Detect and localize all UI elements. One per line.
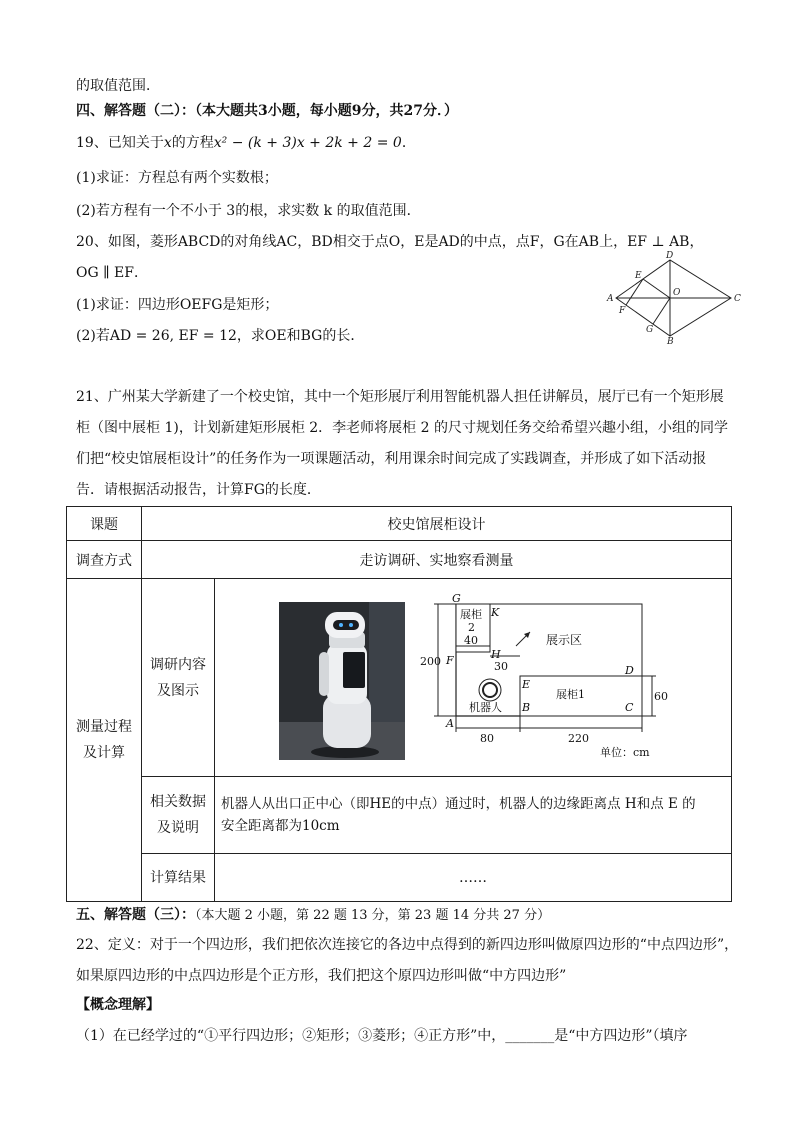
process-label-a: 测量过程 bbox=[76, 719, 132, 735]
plan-label-H: H bbox=[491, 648, 501, 661]
result-label: 计算结果 bbox=[142, 854, 215, 902]
process-label-b: 及计算 bbox=[83, 745, 125, 761]
data-label-a: 相关数据 bbox=[150, 794, 206, 810]
plan-label-C: C bbox=[625, 701, 634, 714]
row-data bbox=[67, 777, 732, 854]
dim-60: 60 bbox=[654, 690, 668, 703]
plan-label-K: K bbox=[491, 606, 500, 619]
dim-30: 30 bbox=[494, 660, 508, 673]
row-method bbox=[67, 541, 732, 579]
dim-220: 220 bbox=[568, 732, 589, 745]
robot-arm bbox=[319, 652, 329, 696]
q19-stem-mid: 的方程 bbox=[171, 135, 214, 151]
unit-label: 单位：cm bbox=[600, 746, 650, 759]
label-O: O bbox=[673, 288, 681, 298]
dim-80: 80 bbox=[480, 732, 494, 745]
section-5-title: 五、解答题（三）： bbox=[76, 907, 195, 923]
q19-stem bbox=[76, 133, 416, 153]
plan-label-G: G bbox=[452, 592, 461, 605]
plan-label-A: A bbox=[446, 717, 454, 730]
q19-part-2: (2)若方程有一个不小于 3的根，求实数 k 的取值范围． bbox=[76, 203, 421, 219]
section-4-title: 四、解答题（二）： bbox=[76, 103, 195, 119]
label-A: A bbox=[607, 294, 614, 304]
segment-og bbox=[653, 298, 670, 324]
q19-equation: x² − (k + 3)x + 2k + 2 = 0 bbox=[213, 135, 402, 151]
label-B: B bbox=[667, 337, 674, 345]
q20-part-2: (2)若AD = 26, EF = 12，求OE和BG的长． bbox=[76, 328, 365, 344]
research-label bbox=[142, 579, 215, 777]
topic-value: 校史馆展柜设计 bbox=[142, 507, 732, 541]
topic-label: 课题 bbox=[67, 507, 142, 541]
q19-stem-end: ． bbox=[401, 135, 416, 151]
q20-line-1: 20、如图，菱形ABCD的对角线AC，BD相交于点O，E是AD的中点，点F，G在AB上，EF ⊥ AB， bbox=[76, 234, 704, 250]
process-label bbox=[67, 579, 142, 902]
robot-inner-circle bbox=[483, 683, 497, 697]
plan-label-D: D bbox=[625, 664, 634, 677]
rhombus-figure bbox=[596, 250, 746, 345]
label-C: C bbox=[734, 294, 741, 304]
q21-line-4: 告．请根据活动报告，计算FG的长度． bbox=[76, 482, 321, 498]
section-5-heading bbox=[76, 905, 550, 926]
q19-stem-var: x bbox=[163, 135, 172, 151]
label-F: F bbox=[619, 306, 626, 316]
q22-line-1: 22、定义：对于一个四边形，我们把依次连接它的各边中点得到的新四边形叫做原四边形的“中点四边形”， bbox=[76, 937, 739, 953]
display-area-label: 展示区 bbox=[546, 633, 583, 647]
robot-label: 机器人 bbox=[469, 701, 502, 714]
label-D: D bbox=[666, 251, 674, 261]
q19-part-1: (1)求证：方程总有两个实数根； bbox=[76, 170, 278, 186]
dim-40: 40 bbox=[464, 634, 478, 647]
continued-text: 的取值范围． bbox=[76, 78, 160, 94]
method-label: 调查方式 bbox=[67, 541, 142, 579]
segment-oe bbox=[643, 279, 670, 298]
robot-eye-right bbox=[349, 623, 353, 627]
section-4-note: （本大题共3小题，每小题9分，共27分．） bbox=[195, 103, 458, 119]
q19-stem-pre: 19、已知关于 bbox=[76, 135, 164, 151]
data-text-a: 机器人从出口正中心（即HE的中点）通过时，机器人的边缘距离点 H和点 E 的 bbox=[221, 796, 696, 812]
q21-line-3: 们把“校史馆展柜设计”的任务作为一项课题活动，利用课余时间完成了实践调查，并形成了如下活动报 bbox=[76, 451, 707, 467]
q21-line-1: 21、广州某大学新建了一个校史馆，其中一个矩形展厅利用智能机器人担任讲解员，展厅已有一个矩形展 bbox=[76, 389, 724, 405]
research-label-b: 及图示 bbox=[157, 682, 199, 699]
row-topic bbox=[67, 507, 732, 541]
q20-line-2: OG ∥ EF． bbox=[76, 265, 148, 281]
q20-part-1: (1)求证：四边形OEFG是矩形； bbox=[76, 297, 279, 313]
row-result bbox=[67, 854, 732, 902]
robot-face bbox=[333, 620, 359, 630]
data-label-b: 及说明 bbox=[157, 820, 199, 836]
robot-photo bbox=[279, 602, 405, 760]
research-label-a: 调研内容 bbox=[150, 656, 206, 673]
section-4-heading bbox=[76, 101, 458, 121]
segment-ef bbox=[626, 279, 643, 305]
dim-200: 200 bbox=[420, 655, 441, 668]
label-G: G bbox=[646, 325, 654, 335]
robot-eye-left bbox=[339, 623, 343, 627]
plan-label-F: F bbox=[446, 654, 454, 667]
data-text-b: 安全距离都为10cm bbox=[221, 818, 340, 834]
exhibit-floor-plan bbox=[420, 590, 690, 760]
q21-line-2: 柜（图中展柜 1)，计划新建矩形展柜 2．李老师将展柜 2 的尺寸规划任务交给希望兴趣小组，小组的同学 bbox=[76, 420, 728, 436]
q22-concept-heading: 【概念理解】 bbox=[76, 997, 160, 1013]
plan-label-B: B bbox=[522, 701, 531, 714]
photo-corridor bbox=[369, 602, 405, 722]
cabinet-2-label-a: 展柜 bbox=[460, 608, 482, 621]
method-value: 走访调研、实地察看测量 bbox=[142, 541, 732, 579]
q22-part-1: （1）在已经学过的“①平行四边形；②矩形；③菱形；④正方形”中，_______是“中方四边形”（填序 bbox=[76, 1028, 688, 1044]
cabinet-1-label: 展柜1 bbox=[556, 688, 585, 701]
section-5-note: （本大题 2 小题，第 22 题 13 分，第 23 题 14 分共 27 分） bbox=[195, 908, 551, 923]
result-value: …… bbox=[215, 854, 732, 902]
plan-label-E: E bbox=[522, 678, 531, 691]
label-E: E bbox=[635, 271, 642, 281]
cabinet-2-label-b: 2 bbox=[468, 621, 475, 634]
q22-line-2: 如果原四边形的中点四边形是个正方形，我们把这个原四边形叫做“中方四边形” bbox=[76, 968, 567, 984]
data-description bbox=[215, 777, 732, 854]
robot-screen bbox=[343, 652, 365, 688]
data-label bbox=[142, 777, 215, 854]
